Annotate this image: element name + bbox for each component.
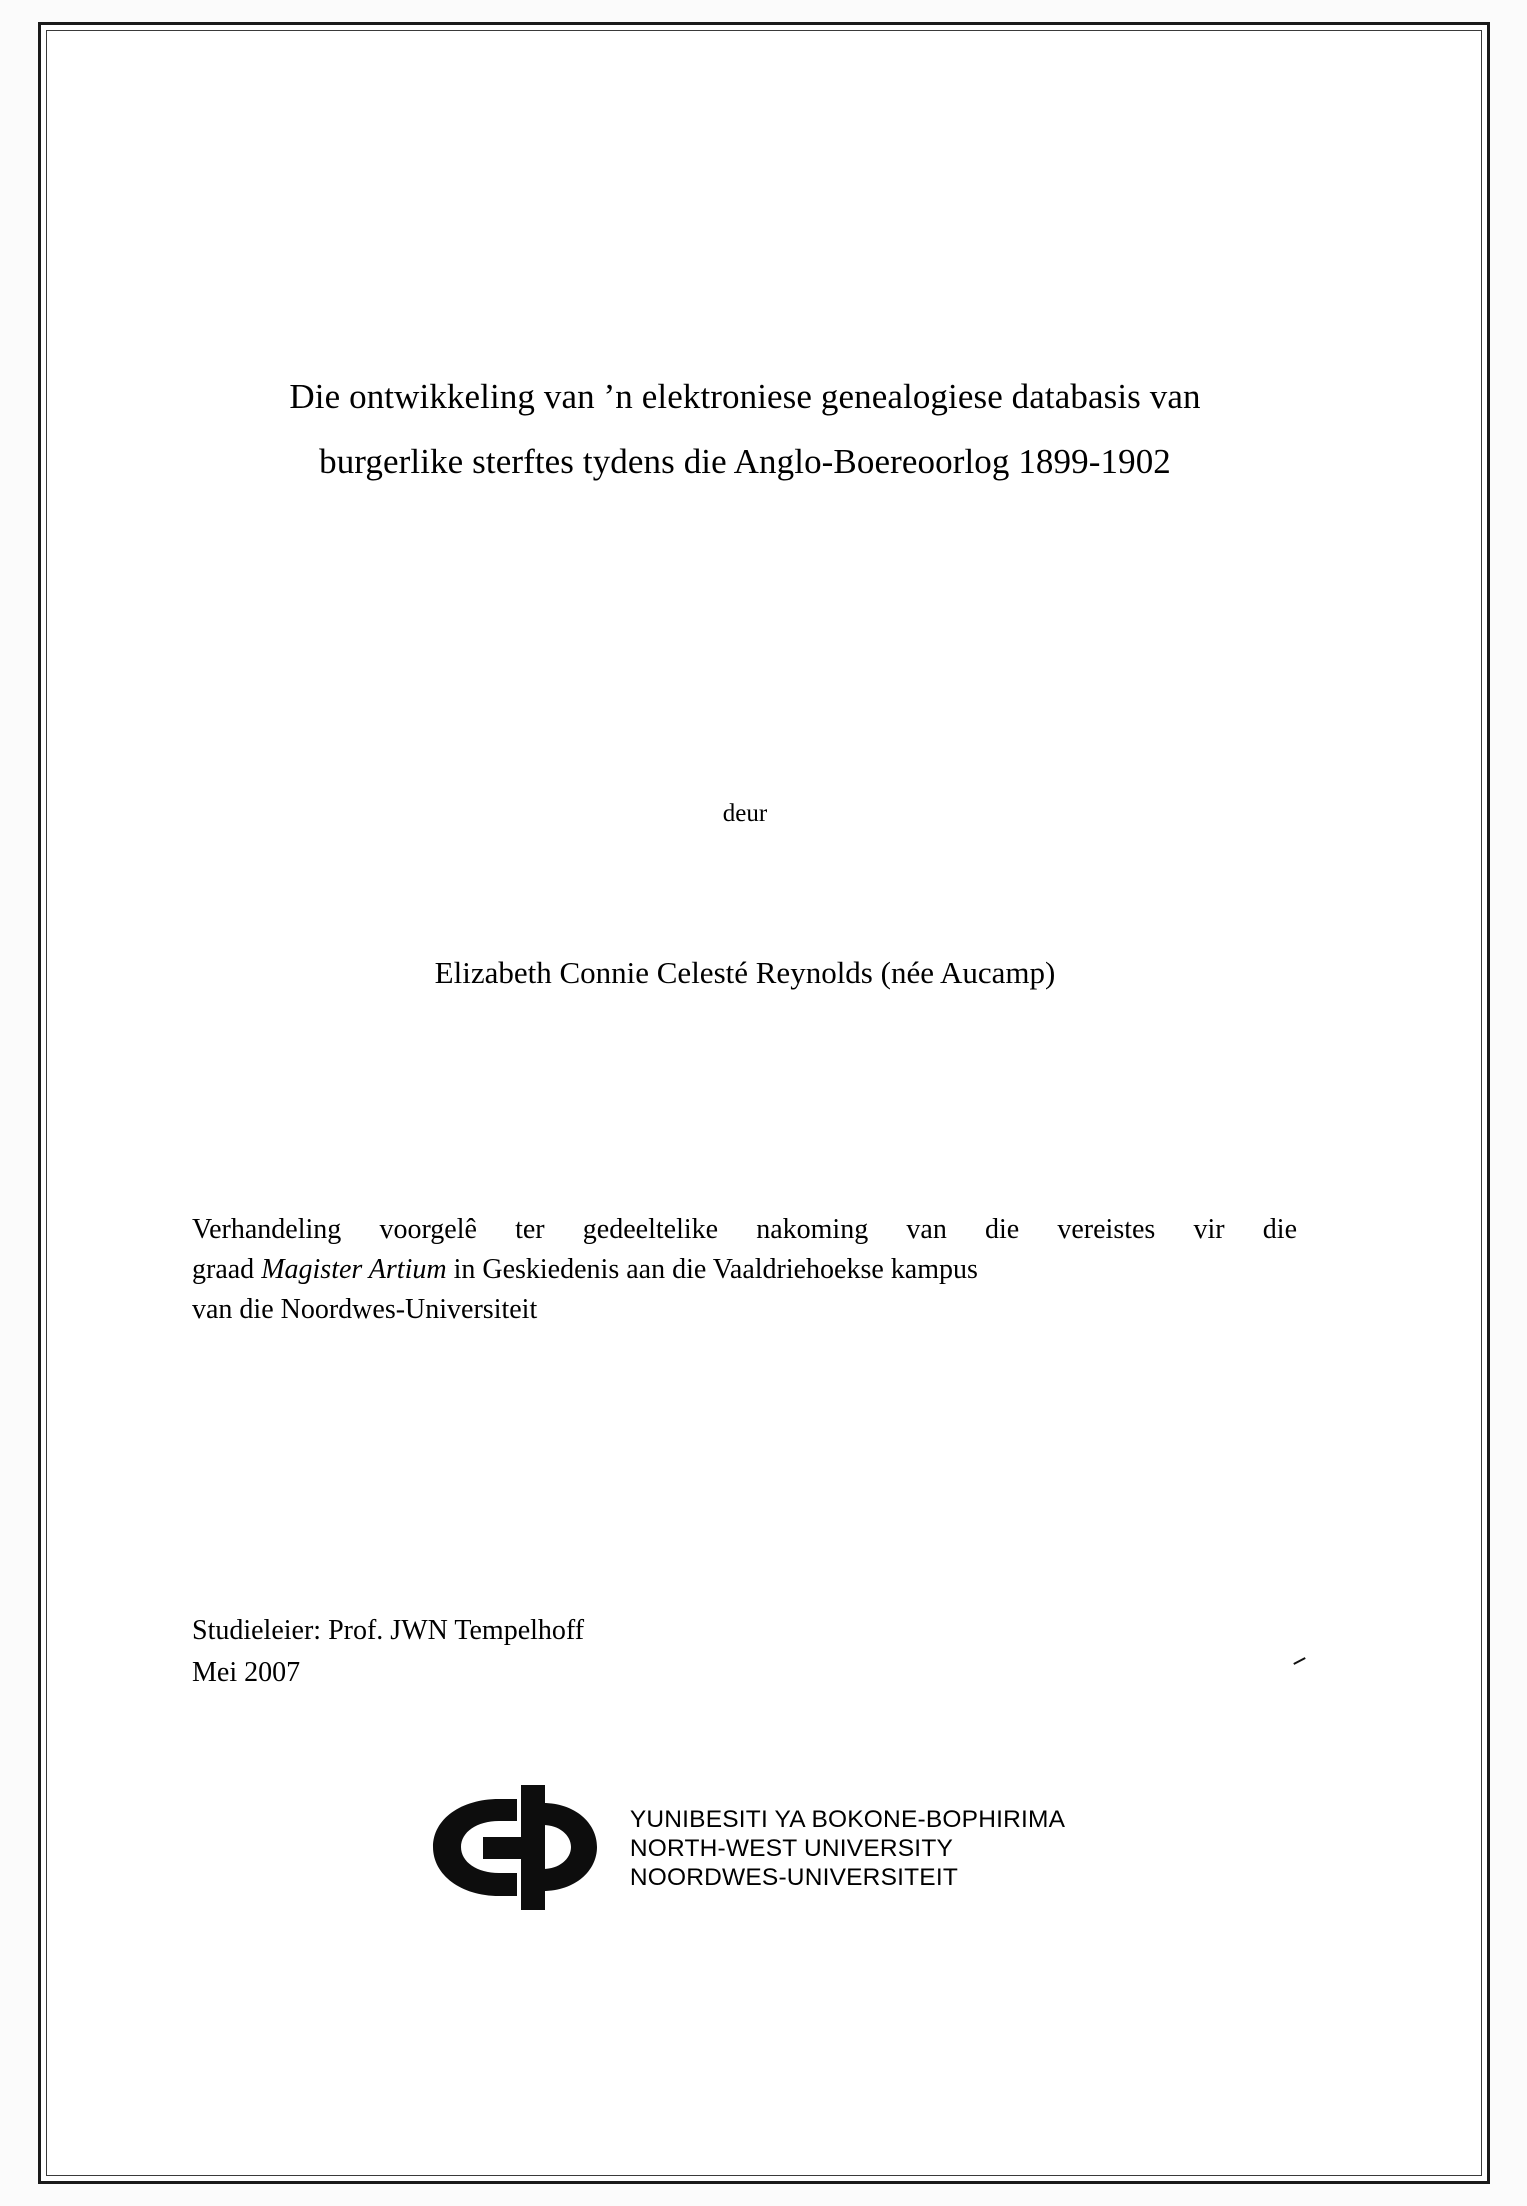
logo-line-2: NORTH-WEST UNIVERSITY [629,1835,954,1863]
date-line: Mei 2007 [192,1652,1297,1694]
page-title [150,365,1340,495]
by-label: deur [722,800,768,827]
title-line-2: burgerlike sterftes tydens die Anglo-Boereoorlog 1899-1902 [319,441,1171,481]
author-name: Elizabeth Connie Celesté Reynolds (née Aucamp) [434,955,1056,990]
nwu-logo-icon [425,1785,620,1910]
title-line-1: Die ontwikkeling van ’n elektroniese genealogiese databasis van [289,377,1201,416]
degree-statement-line-1: Verhandeling voorgelê ter gedeeltelike nakoming van die vereistes vir die [192,1214,1297,1245]
university-logo [150,1785,1340,1910]
title-page-content [150,0,1340,2206]
degree-statement [192,1210,1297,1329]
logo-text-block [630,1802,1065,1893]
degree-name: Magister Artium [261,1253,447,1285]
supervisor-line: Studieleier: Prof. JWN Tempelhoff [192,1615,585,1646]
logo-line-1: YUNIBESITI YA BOKONE-BOPHIRIMA [629,1806,1066,1834]
supervisor-block [192,1610,1297,1694]
degree-statement-line-3: van die Noordwes-Universiteit [192,1293,538,1325]
degree-statement-line-2 [192,1250,1297,1290]
logo-line-3: NOORDWES-UNIVERSITEIT [629,1863,958,1891]
degree-statement-line-2-prefix: graad [192,1253,262,1285]
degree-statement-line-2-suffix: in Geskiedenis aan die Vaaldriehoekse kampus [446,1253,978,1285]
